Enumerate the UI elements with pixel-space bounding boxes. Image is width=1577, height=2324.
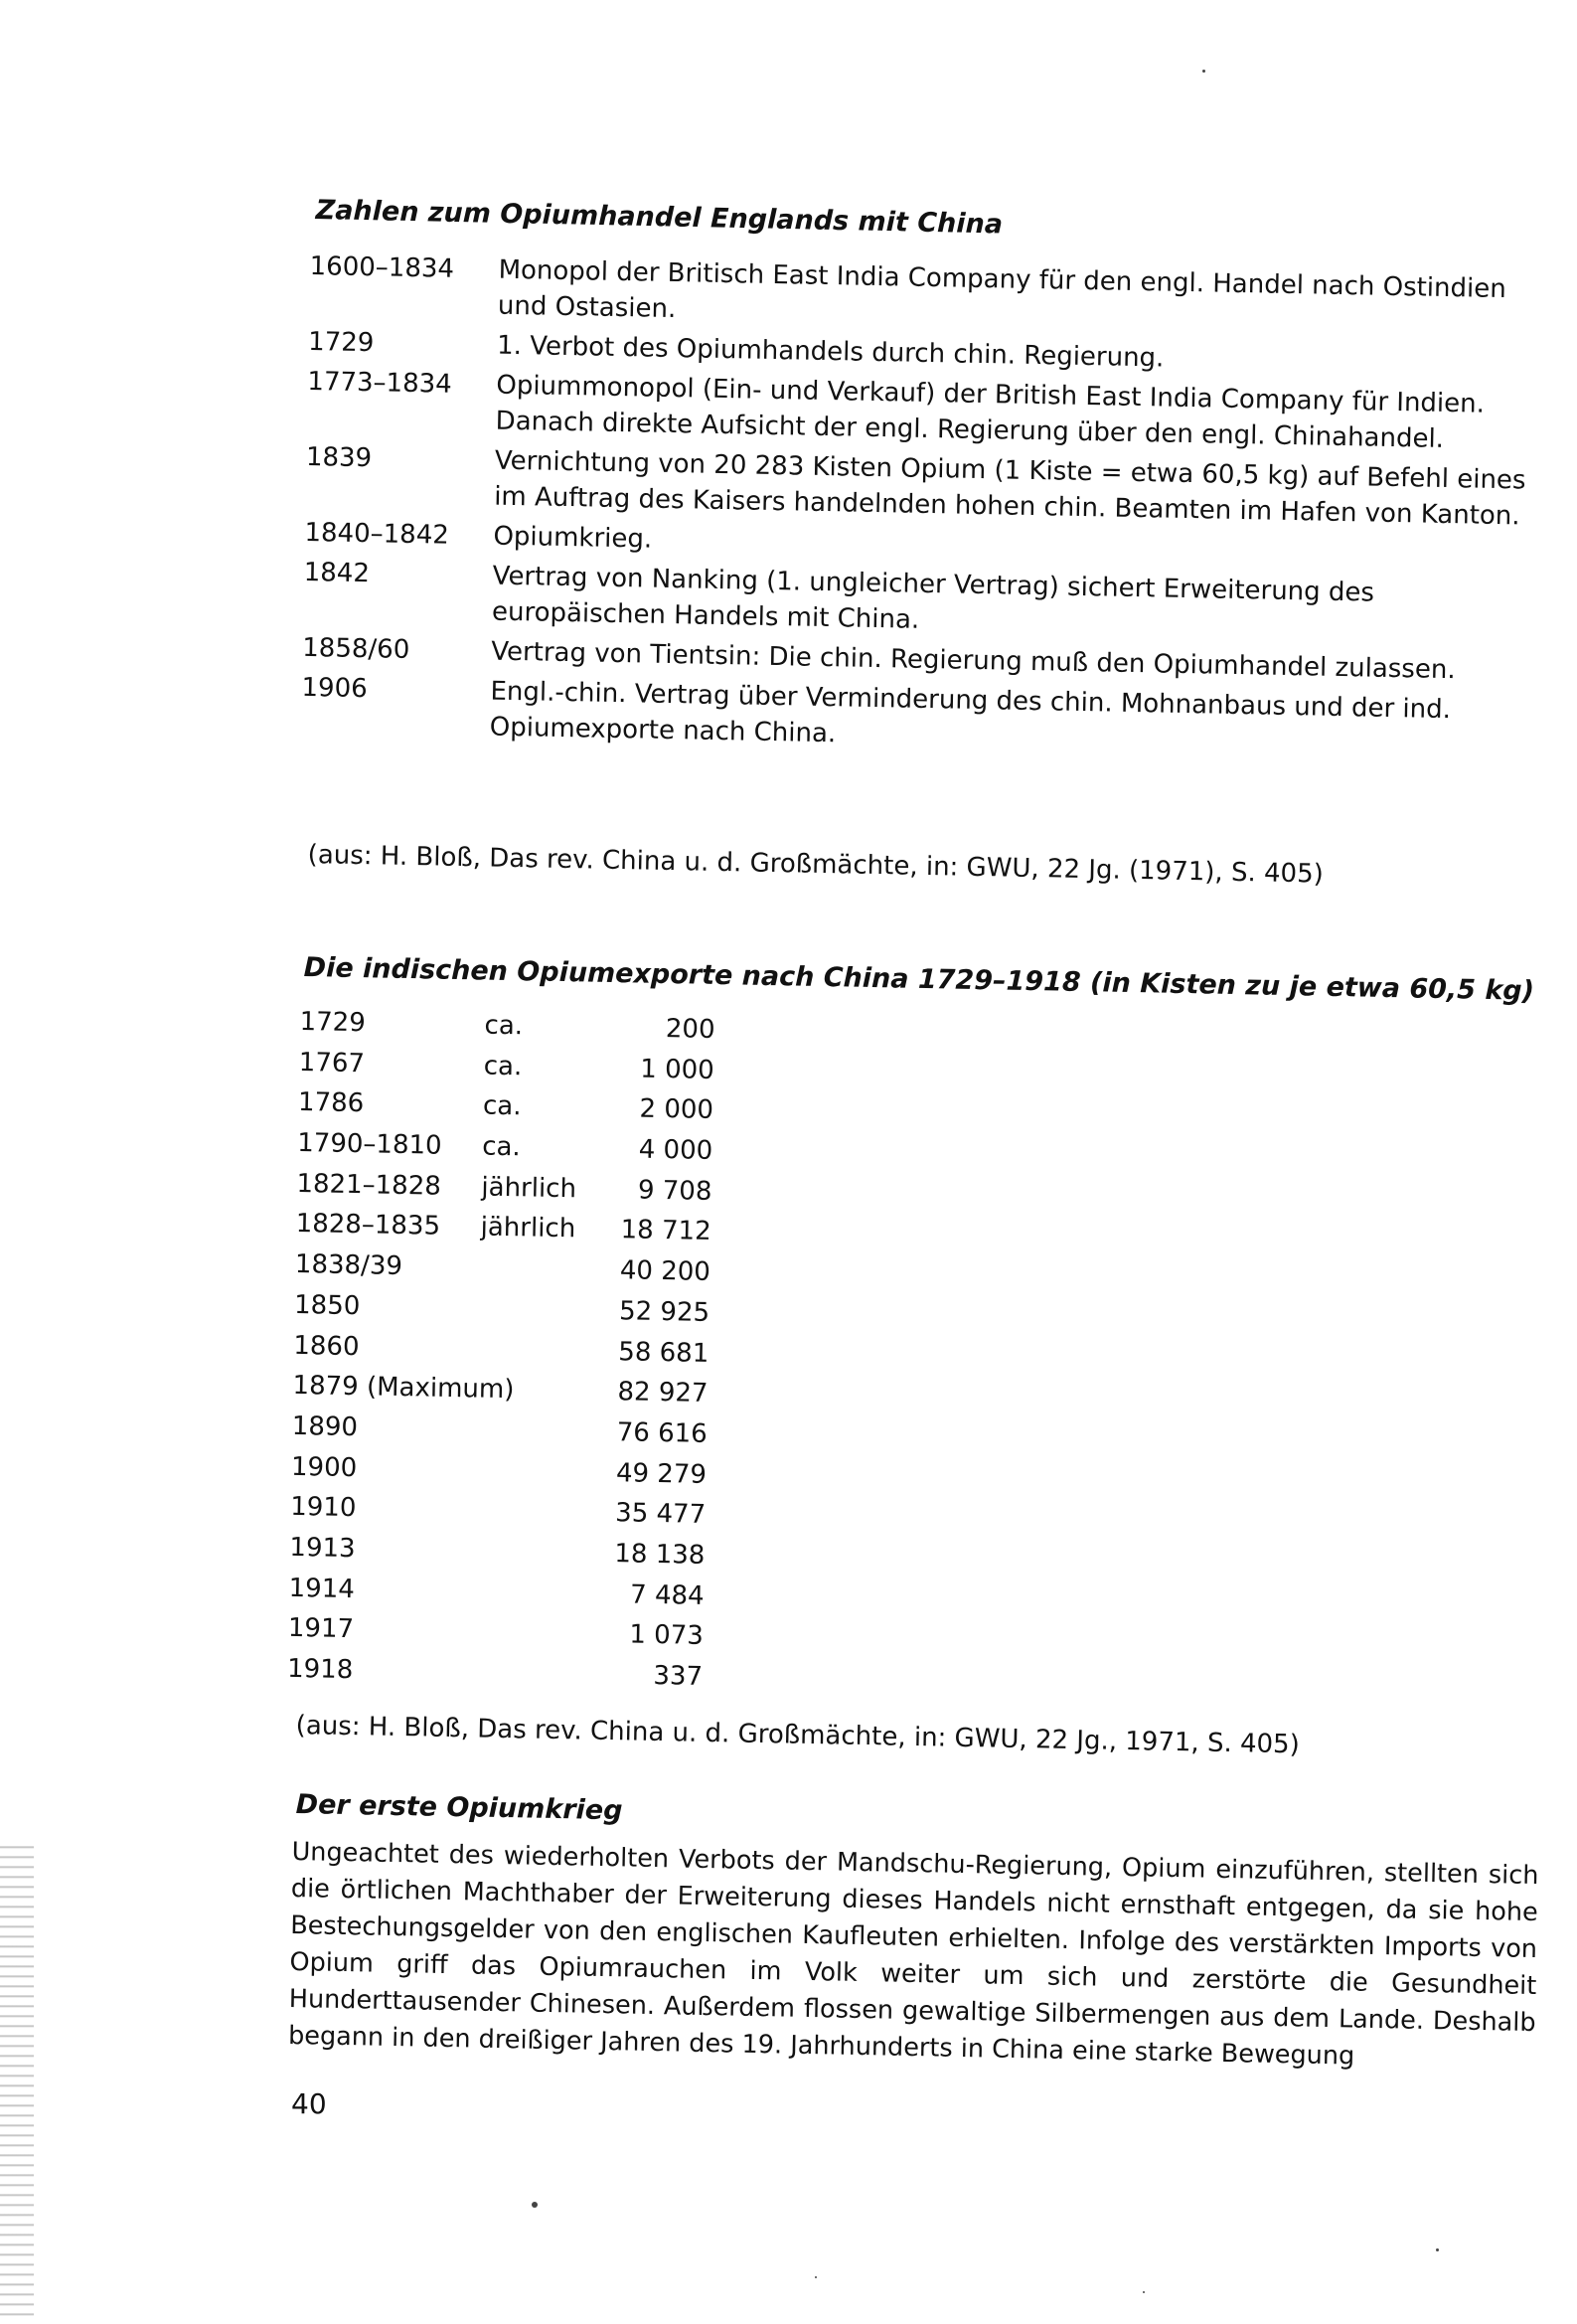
- export-year: 1914: [288, 1573, 356, 1604]
- export-year: 1790–1810: [296, 1128, 442, 1161]
- scan-speck: [815, 2276, 817, 2278]
- export-year: 1890: [291, 1411, 359, 1443]
- scan-speck: [532, 2202, 538, 2208]
- export-count: 1 073: [629, 1619, 705, 1652]
- timeline-text: Engl.-chin. Vertrag über Verminderung des chin. Mohnanbaus und der ind. Opiumexporte nach China.: [489, 676, 1452, 749]
- export-count: 200: [665, 1014, 715, 1046]
- export-count: 58 681: [618, 1336, 710, 1369]
- export-note: jährlich: [481, 1172, 577, 1205]
- export-note: jährlich: [480, 1212, 576, 1245]
- export-year: 1838/39: [294, 1249, 403, 1282]
- timeline-text: Vertrag von Tientsin: Die chin. Regierung muß den Opiumhandel zulassen.: [490, 636, 1456, 686]
- export-count: 7 484: [629, 1579, 705, 1611]
- section-title-opium-trade-figures: Zahlen zum Opiumhandel Englands mit China: [315, 195, 1004, 241]
- timeline-table: [300, 249, 1561, 769]
- timeline-text: Opiummonopol (Ein- und Verkauf) der British East India Company für Indien. Danach direkte Aufsicht der engl. Regierung über den engl. Chinahandel.: [495, 370, 1486, 454]
- timeline-text: Monopol der Britisch East India Company für den engl. Handel nach Ostindien und Ostasien.: [497, 254, 1507, 325]
- timeline-text: 1. Verbot des Opiumhandels durch chin. Regierung.: [496, 330, 1165, 374]
- export-count: 76 616: [616, 1417, 709, 1449]
- section-title-opium-exports: Die indischen Opiumexporte nach China 1729–1918 (in Kisten zu je etwa 60,5 kg): [303, 952, 1535, 1007]
- export-note: ca.: [482, 1090, 522, 1122]
- export-year: 1821–1828: [296, 1168, 442, 1202]
- timeline-text: Vernichtung von 20 283 Kisten Opium (1 Kiste = etwa 60,5 kg) auf Befehl eines im Auftrag des Kaisers handelnden hohen chin. Beamten im Hafen von Kanton.: [493, 445, 1526, 532]
- export-count: 337: [653, 1660, 704, 1692]
- export-count: 35 477: [614, 1498, 707, 1531]
- export-year: 1879 (Maximum): [292, 1371, 515, 1406]
- timeline-year: 1773–1834: [307, 366, 453, 400]
- export-year: 1828–1835: [295, 1209, 441, 1243]
- section-title-first-opium-war: Der erste Opiumkrieg: [295, 1789, 623, 1827]
- page-number: 40: [291, 2087, 327, 2120]
- export-year: 1910: [289, 1492, 357, 1524]
- export-count: 52 925: [618, 1296, 710, 1328]
- timeline-year: 1839: [305, 441, 373, 474]
- export-count: 18 138: [614, 1539, 706, 1571]
- export-year: 1917: [287, 1613, 355, 1645]
- timeline-year: 1906: [301, 672, 368, 705]
- export-count: 18 712: [620, 1215, 711, 1247]
- export-year: 1913: [289, 1532, 356, 1565]
- timeline-year: 1858/60: [301, 632, 410, 665]
- body-paragraph: Ungeachtet des wiederholten Verbots der Mandschu-Regierung, Opium einzuführen, stellten sich die örtlichen Machthaber der Erweiterung dieses Handels nicht ernsthaft entgegen, da sie hohe Bestechungsgelder von den englischen Kaufleuten erhielten. Infolge des verstärkten Imports von Opium griff das Opiumrauchen im Volk weiter um sich und zerstörte die Gesundheit Hunderttausender Chinesen. Außerdem flossen gewaltige Silbermengen aus dem Lande. Deshalb begann in den dreißiger Jahren des 19. Jahrhunderts in China eine starke Bewegung: [287, 1836, 1539, 2072]
- exports-table: [287, 1002, 857, 1700]
- timeline-year: 1729: [307, 326, 375, 359]
- timeline-year: 1840–1842: [304, 517, 450, 551]
- scan-speck: [1436, 2248, 1439, 2251]
- timeline-year: 1600–1834: [309, 250, 455, 284]
- export-note: ca.: [481, 1131, 522, 1163]
- export-year: 1729: [299, 1006, 367, 1039]
- export-year: 1767: [298, 1047, 366, 1079]
- export-year: 1786: [297, 1087, 365, 1119]
- export-year: 1860: [293, 1330, 360, 1362]
- scan-speck: [1202, 70, 1205, 73]
- export-year: 1850: [293, 1289, 361, 1322]
- timeline-text: Vertrag von Nanking (1. ungleicher Vertrag) sichert Erweiterung des europäischen Handels mit China.: [491, 561, 1375, 635]
- source-citation: (aus: H. Bloß, Das rev. China u. d. Großmächte, in: GWU, 22 Jg., 1971, S. 405): [295, 1711, 1301, 1760]
- export-note: ca.: [484, 1010, 524, 1042]
- export-count: 1 000: [640, 1054, 715, 1085]
- scan-speck: [1143, 2291, 1145, 2293]
- export-count: 40 200: [619, 1255, 711, 1288]
- export-count: 82 927: [617, 1377, 709, 1410]
- source-citation: (aus: H. Bloß, Das rev. China u. d. Großmächte, in: GWU, 22 Jg. (1971), S. 405): [307, 840, 1325, 890]
- export-count: 2 000: [639, 1093, 714, 1126]
- export-year: 1900: [290, 1451, 358, 1483]
- timeline-year: 1842: [303, 557, 371, 589]
- export-count: 49 279: [615, 1457, 708, 1490]
- export-count: 9 708: [637, 1175, 712, 1207]
- export-year: 1918: [286, 1653, 354, 1686]
- export-count: 4 000: [638, 1134, 713, 1167]
- export-note: ca.: [483, 1051, 523, 1081]
- scan-edge-noise: [0, 1839, 34, 2316]
- timeline-text: Opiumkrieg.: [493, 521, 653, 555]
